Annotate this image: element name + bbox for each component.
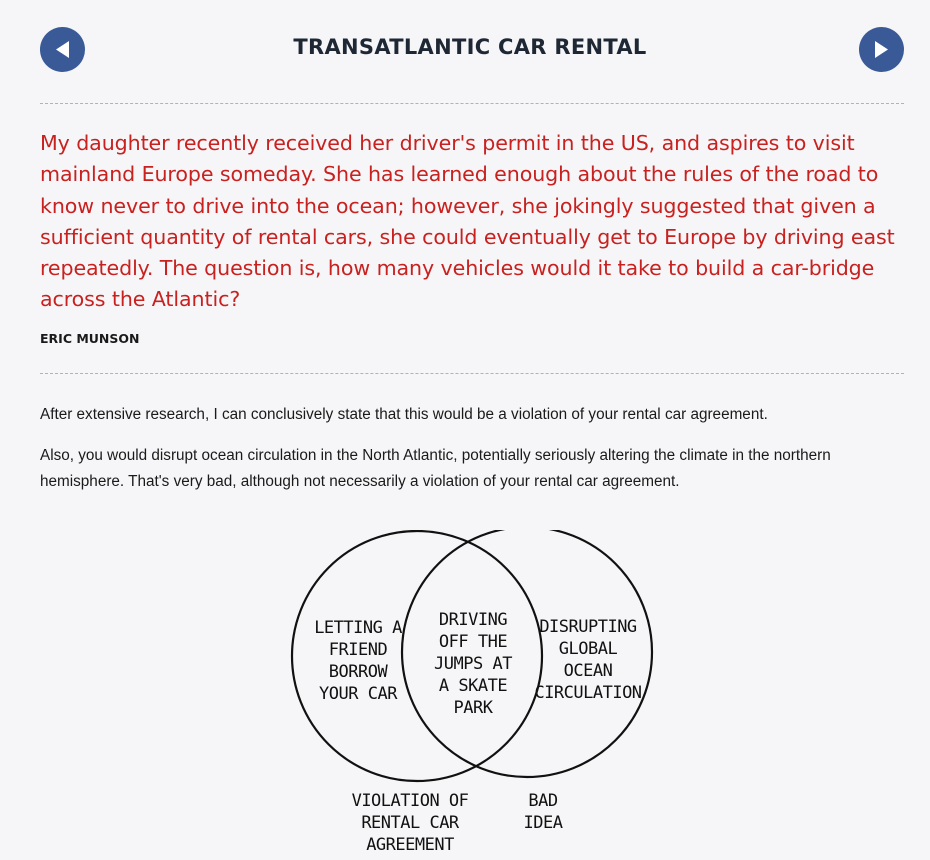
right-arrow-icon [859, 27, 904, 72]
page-title: TRANSATLANTIC CAR RENTAL [293, 35, 647, 59]
question-text: My daughter recently received her driver's permit in the US, and aspires to visit mainland Europe someday. She has learned enough about the rules of the road to know never to drive into the ocean; however, she jokingly suggested that given a sufficient quantity of rental cars, she could eventually get to Europe by driving east repeatedly. The question is, how many vehicles would it take to build a car-bridge across the Atlantic? [40, 131, 895, 312]
next-article-button[interactable] [859, 27, 904, 72]
venn-right-label: BAD [528, 791, 558, 811]
venn-left-label: VIOLATION OF [351, 791, 469, 811]
venn-right-text: DISRUPTING [539, 617, 637, 637]
venn-left-label: RENTAL CAR [361, 813, 459, 833]
header [0, 0, 930, 100]
venn-right-text: GLOBAL [558, 639, 618, 659]
venn-left-label: AGREEMENT [366, 835, 454, 855]
divider [40, 103, 904, 104]
left-arrow-icon [40, 27, 85, 72]
previous-article-button[interactable] [40, 27, 85, 72]
venn-intersection-text: PARK [453, 698, 493, 718]
divider [40, 373, 904, 374]
venn-left-text: FRIEND [328, 640, 388, 660]
venn-diagram [270, 530, 670, 860]
venn-intersection-text: JUMPS AT [434, 654, 512, 674]
venn-left-text: BORROW [328, 662, 388, 682]
venn-intersection-text: A SKATE [438, 676, 508, 696]
answer-paragraph: After extensive research, I can conclusively state that this would be a violation of your rental car agreement. [40, 406, 768, 423]
question-asker: ERIC MUNSON [40, 331, 140, 346]
venn-right-text: CIRCULATION [534, 683, 642, 703]
venn-right-text: OCEAN [563, 661, 613, 681]
venn-left-text: YOUR CAR [319, 684, 397, 704]
venn-right-label: IDEA [523, 813, 563, 833]
answer-paragraph: Also, you would disrupt ocean circulation in the North Atlantic, potentially seriously altering the climate in the northern hemisphere. That's very bad, although not necessarily a violation of your rental car agreement. [40, 447, 831, 490]
venn-left-text: LETTING A [314, 618, 402, 638]
venn-intersection-text: DRIVING [438, 610, 508, 630]
venn-intersection-text: OFF THE [438, 632, 508, 652]
